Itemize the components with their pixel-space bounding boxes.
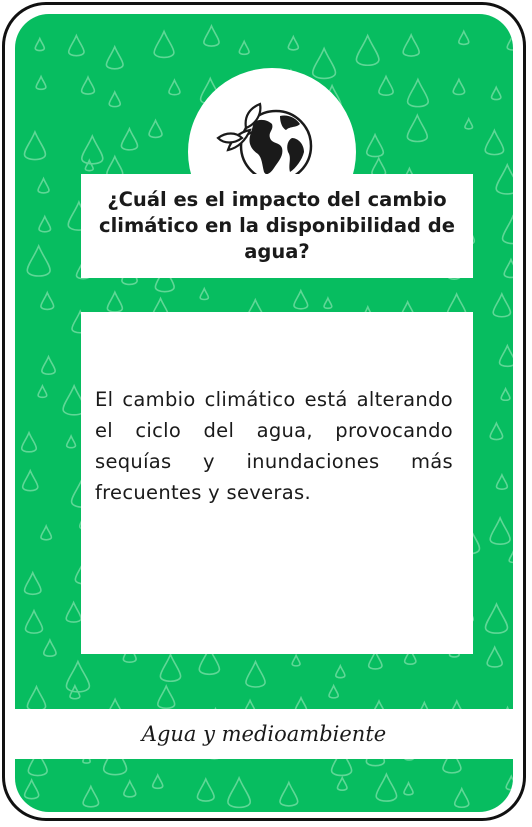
answer-text: El cambio climático está alterando el ciclo del agua, provocando sequías y inundaciones más frecuentes y severas. bbox=[95, 388, 453, 504]
question-box bbox=[81, 174, 473, 278]
category-label: Agua y medioambiente bbox=[141, 722, 387, 746]
answer-box bbox=[81, 312, 473, 654]
question-text: ¿Cuál es el impacto del cambio climático en la disponibilidad de agua? bbox=[99, 188, 455, 263]
card-green-background bbox=[15, 14, 513, 812]
category-band bbox=[15, 709, 513, 759]
quiz-card bbox=[2, 2, 526, 821]
